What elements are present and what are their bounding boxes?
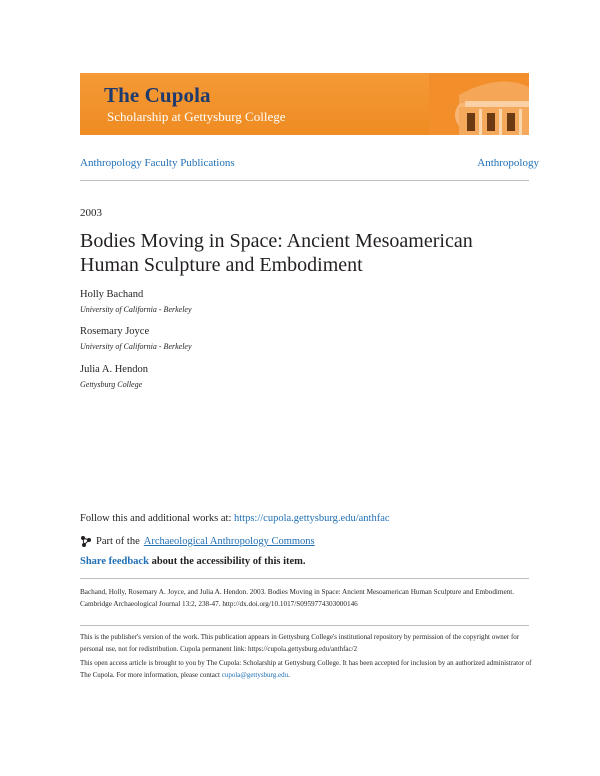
share-feedback-link[interactable]: Share feedback <box>80 556 149 567</box>
author-name: Rosemary Joyce <box>80 326 150 337</box>
network-icon <box>80 535 92 547</box>
follow-link[interactable]: https://cupola.gettysburg.edu/anthfac <box>234 513 390 524</box>
divider <box>80 180 529 181</box>
open-access-notice <box>80 658 532 681</box>
publication-year: 2003 <box>80 207 102 219</box>
part-of-label: Part of the <box>96 535 140 547</box>
commons-link[interactable]: Archaeological Anthropology Commons <box>143 535 315 547</box>
share-feedback-label: about the accessibility of this item. <box>148 556 306 567</box>
author-affiliation: Gettysburg College <box>80 380 143 389</box>
publisher-notice: This is the publisher's version of the work. This publication appears in Gettysburg College's institutional repository by permission of the copyright owner for personal use, not for redistribution. Cupola permanent link: https://cupola.gettysburg.edu/anthfac/2 <box>80 633 520 653</box>
open-access-text: This open access article is brought to you by The Cupola: Scholarship at Gettysburg College. It has been accepted for inclusion by an authorized administrator of The Cupola. For more information, please contact <box>80 659 532 679</box>
author-name: Holly Bachand <box>80 289 144 300</box>
author-name: Julia A. Hendon <box>80 364 148 375</box>
divider <box>80 578 529 579</box>
notice-end: . <box>288 670 290 679</box>
author-affiliation: University of California - Berkeley <box>80 305 192 314</box>
department-link[interactable]: Anthropology <box>477 157 539 169</box>
cupola-banner[interactable] <box>80 73 529 135</box>
cupola-dome-icon <box>429 73 529 135</box>
follow-line <box>80 513 390 524</box>
banner-title: The Cupola <box>104 83 211 107</box>
share-feedback-line <box>80 556 306 567</box>
banner-subtitle: Scholarship at Gettysburg College <box>107 109 286 124</box>
part-of-line <box>80 535 315 547</box>
collection-link[interactable]: Anthropology Faculty Publications <box>80 157 235 169</box>
article-title: Bodies Moving in Space: Ancient Mesoamerican Human Sculpture and Embodiment <box>80 230 473 276</box>
recommended-citation: Bachand, Holly, Rosemary A. Joyce, and Julia A. Hendon. 2003. Bodies Moving in Space: Ancient Mesoamerican Human Sculpture and Embodiment. Cambridge Archaeological Journal 13:2, 238-47. http://dx.doi.org/10.1017/S0959774303000146 <box>80 588 515 608</box>
follow-label: Follow this and additional works at: <box>80 513 234 524</box>
author-affiliation: University of California - Berkeley <box>80 342 192 351</box>
contact-email-link[interactable]: cupola@gettysburg.edu <box>221 670 289 679</box>
divider <box>80 625 529 626</box>
